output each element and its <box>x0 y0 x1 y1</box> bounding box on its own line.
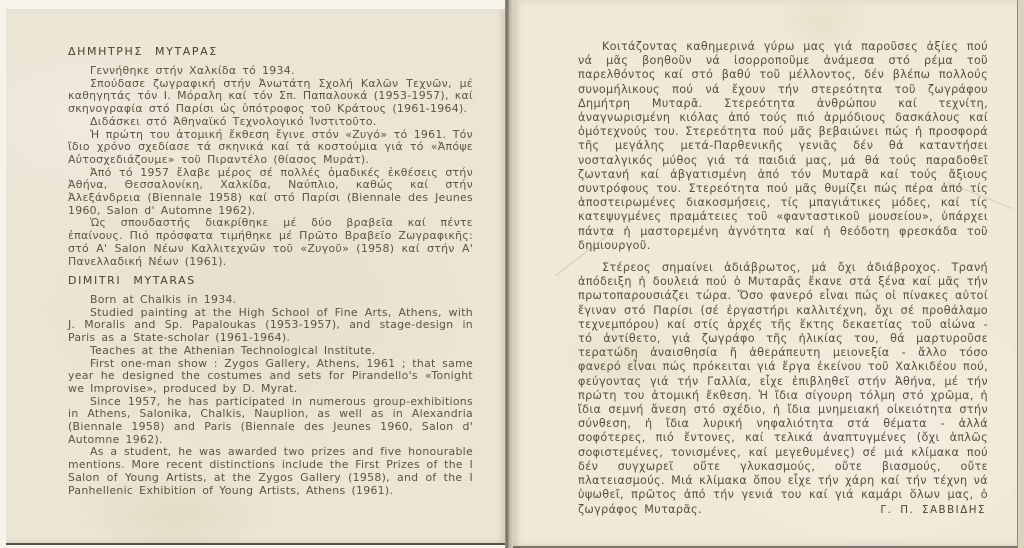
greek-bio-paragraph: Γεννήθηκε στήν Χαλκίδα τό 1934. <box>90 64 295 77</box>
greek-bio-paragraph: Διδάσκει στό Ἀθηναϊκό Τεχνολογικό Ἰνστιτοῦτο. <box>90 114 377 128</box>
essay-section <box>578 40 988 517</box>
artist-name-english-heading: DIMITRI MYTARAS <box>68 274 196 287</box>
english-bio-paragraph: Teaches at the Athenian Technological Institute. <box>90 343 376 357</box>
greek-bio-section <box>68 45 473 268</box>
left-page <box>6 9 505 545</box>
essay-paragraph: Κοιτάζοντας καθημερινά γύρω μας γιά παροῦσες ἀξίες πού νά μᾶς βοηθοῦν νά ἰσορροποῦμε ἀνάμεσα στό ρέμα τοῦ παρελθόντος καί στό βαθύ τοῦ μέλλοντος, δέν βλέπω πολλούς συνομήλικους πού νά ἔχουν τήν στερεότητα τοῦ ζωγράφου Δημήτρη Μυταρᾶ. Στερεότητα ἀνθρώπου καί τεχνίτη, ἀναγνωρισμένη κιόλας ἀπό τούς πιό ἁρμόδιους δασκάλους καί ὁμότεχνούς του. Στερεότητα πού μᾶς βεβαιώνει πώς ἡ προσφορά τῆς μεγάλης μετά-Παρθενικῆς γενιᾶς δέν θά καταντήσει νοσταλγικός μύθος γιά τά παιδιά μας, μά θά τούς παραδοθεῖ ζωντανή καί ἀβγατισμένη ἀπό τόν Μυταρᾶ καί τούς ἄξιους συντρόφους του. Στερεότητα πού μᾶς θυμίζει πώς πέρα ἀπό τίς ἀποστειρωμένες διακοσμήσεις, τίς μπαγιάτικες μόδες, καί τίς κατεψυγμένες πραμάτειες τοῦ «φανταστικοῦ μουσείου», ὑπάρχει πάντα ἡ μαστορεμένη ἁγνότητα καί ἡ θεόδοτη φρεσκάδα τοῦ δημιουργοῦ. <box>578 40 988 252</box>
english-bio-paragraph: Studied painting at the High School of Fine Arts, Athens, with J. Moralis and Sp. Papaloukas (1953-1957), and stage-design in Paris as a State-scholar (1961-1964). <box>68 305 473 345</box>
page-edge-strip <box>1017 0 1024 548</box>
author-signature: Γ. Π. ΣΑΒΒΙΔΗΣ <box>880 503 986 516</box>
greek-bio-paragraph: Ἀπό τό 1957 ἔλαβε μέρος σέ πολλές ὁμαδικές ἐκθέσεις στήν Ἀθήνα, Θεσσαλονίκη, Χαλκίδα, Ναύπλιο, καθώς καί στήν Ἀλεξάνδρεια (Biennale 1958) καί στό Παρίσι (Biennale des Jeunes 1960, Salon d' Automne 1962). <box>68 165 473 217</box>
artist-name-greek-heading: ΔΗΜΗΤΡΗΣ ΜΥΤΑΡΑΣ <box>68 45 218 58</box>
english-bio-section <box>68 274 473 497</box>
english-bio-paragraph: Since 1957, he has participated in numerous group-exhibitions in Athens, Salonika, Chalkis, Nauplion, as well as in Alexandria (Biennale 1958) and Paris (Biennale des Jeunes 1960, Salon d' Automne 1962). <box>68 394 473 446</box>
page-gutter <box>505 0 513 548</box>
english-bio-paragraph: As a student, he was awarded two prizes and five honourable mentions. More recent distinctions include the First Prizes of the I Salon of Young Artists, at the Zygos Gallery (1958), and of the I Panhellenic Exhibition of Young Artists, Athens (1961). <box>68 445 473 497</box>
english-bio-paragraph: First one-man show : Zygos Gallery, Athens, 1961 ; that same year he designed the costumes and sets for Pirandello's «Tonight we Improvise», produced by D. Myrat. <box>68 356 473 395</box>
english-bio-paragraph: Born at Chalkis in 1934. <box>90 293 237 306</box>
right-page <box>513 0 1017 548</box>
greek-bio-paragraph: Σπούδασε ζωγραφική στήν Ἀνωτάτη Σχολή Καλῶν Τεχνῶν, μέ καθηγητάς τόν Ι. Μόραλη καί τόν Σπ. Παπαλουκά (1953-1957), καί σκηνογραφία στό Παρίσι ὡς ὑπότροφος τοῦ Κράτους (1961-1964). <box>68 76 473 116</box>
essay-paragraph: Στέρεος σημαίνει ἀδιάβρωτος, μά ὄχι ἀδιάβροχος. Τρανή ἀπόδειξη ἡ δουλειά πού ὁ Μυταρᾶς ἔκανε στά ξένα καί μᾶς τήν πρωτοπαρουσιάζει τώρα. Ὅσο φανερό εἶναι πώς οἱ πίνακες αὐτοί ἔγιναν στό Παρίσι (σέ ἐργαστήρι καλλιτέχνη, ὄχι σέ προθάλαμο τεχνεμπόρου) καί στίς ἀρχές τῆς ἕκτης δεκαετίας τοῦ αἰώνα - τό ἀντίθετο, γιά ζωγράφο τῆς ἡλικίας του, θά μαρτυροῦσε τερατώδη ἀναισθησία ἤ ἀθεράπευτη μειονεξία - ἄλλο τόσο φανερό εἶναι πώς πρόκειται γιά ἔργα ἐκείνου τοῦ Χαλκιδέου πού, φεύγοντας γιά τήν Γαλλία, εἶχε ἐπιβληθεῖ στήν Ἀθήνα, μέ τήν πρώτη του ἀτομική ἔκθεση. Ἡ ἴδια σίγουρη τόλμη στό χρῶμα, ἡ ἴδια σεμνή ἄνεση στό σχέδιο, ἡ ἴδια μνημειακή οἰκειότητα στήν σύνθεση, ἡ ἴδια λυρική νηφαλιότητα στά θέματα - ἀλλά σοφότερες, πιό ἔντονες, καί τελικά ἀναπτυγμένες (ὄχι ἁπλῶς σοφιστεμένες, τονισμένες, καί μεγεθυμένες) σέ μιά κλίμακα πού δέν συγχωρεῖ οὔτε γλυκασμούς, οὔτε βιασμούς, οὔτε πλατειασμούς. Μιά κλίμακα ὅπου εἶχε τήν χάρη καί τήν τέχνη νά ὑψωθεῖ, πρῶτος ἀπό τήν γενιά του καί γιά καμάρι ὅλων μας, ὁ ζωγράφος Μυταρᾶς. <box>578 261 988 516</box>
greek-bio-paragraph: Ὡς σπουδαστής διακρίθηκε μέ δύο βραβεῖα καί πέντε ἐπαίνους. Πιό πρόσφατα τιμήθηκε μέ Πρῶτο Βραβεῖο Ζωγραφικῆς: στό Α' Salon Νέων Καλλιτεχνῶν τοῦ «Ζυγοῦ» (1958) καί στήν Α' Πανελλαδική Νέων (1961). <box>68 216 473 268</box>
greek-bio-paragraph: Ἡ πρώτη του ἀτομική ἔκθεση ἔγινε στόν «Ζυγό» τό 1961. Τόν ἴδιο χρόνο σχεδίασε τά σκηνικά καί τά κοστούμια γιά τό «Ἀπόψε Αὐτοσχεδιάζουμε» τοῦ Πιραντέλο (θίασος Μυράτ). <box>68 127 473 166</box>
